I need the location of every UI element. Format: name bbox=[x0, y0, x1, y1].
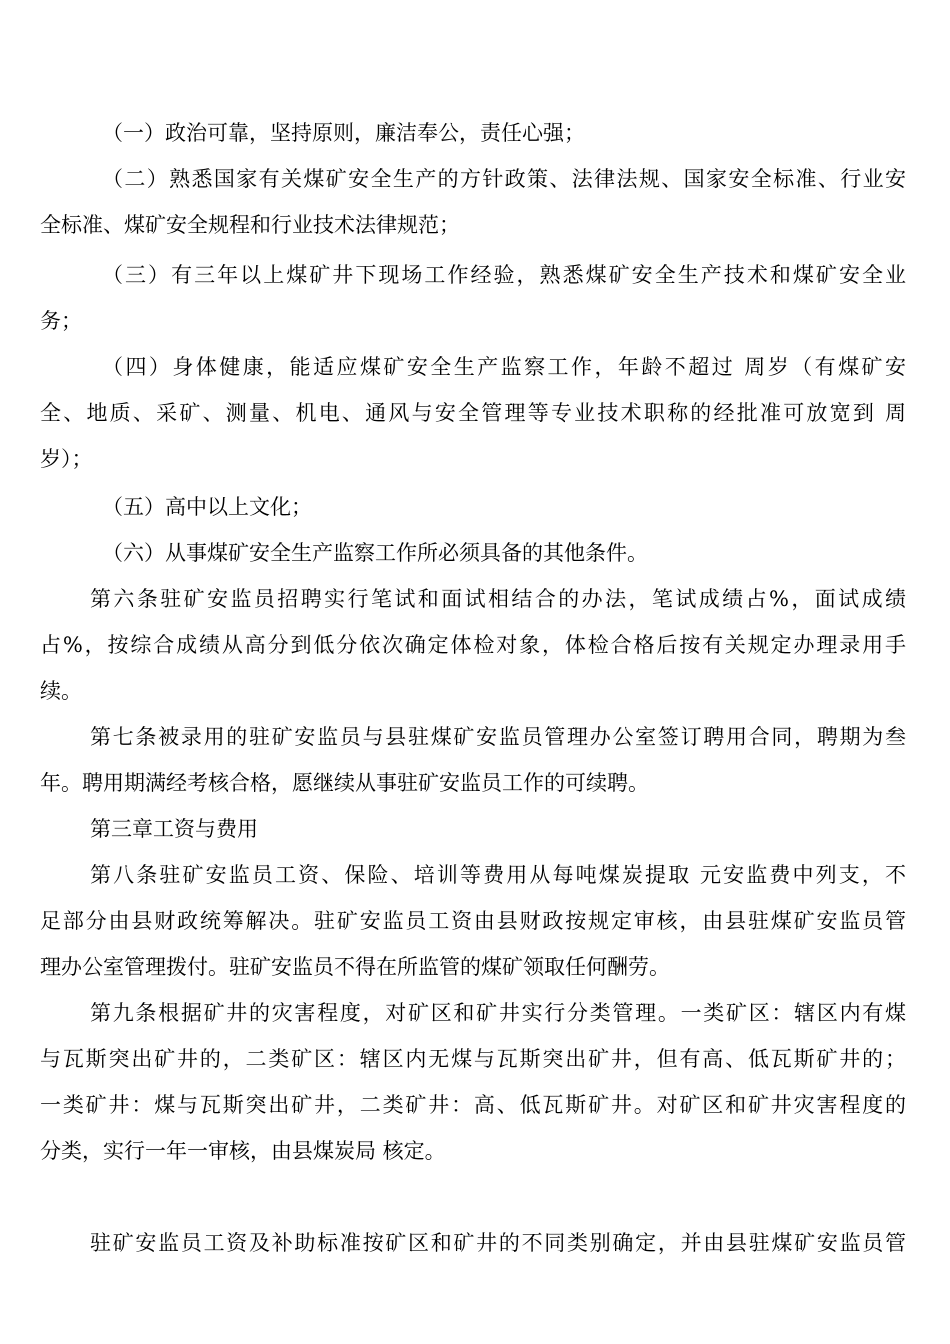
text-line: 岁）； bbox=[40, 447, 93, 471]
chapter-3-heading bbox=[40, 806, 906, 852]
text-line: 占%，按综合成绩从高分到低分依次确定体检对象，体检合格后按有关规定办理录用手 bbox=[40, 633, 906, 657]
text-line: 全、地质、采矿、测量、机电、通风与安全管理等专业技术职称的经批准可放宽到 周 bbox=[40, 401, 906, 425]
text-line: （四）身体健康，能适应煤矿安全生产监察工作，年龄不超过 周岁（有煤矿安 bbox=[102, 355, 906, 379]
condition-2-paragraph bbox=[40, 156, 906, 248]
text-line: 第九条根据矿井的灾害程度，对矿区和矿井实行分类管理。一类矿区：辖区内有煤 bbox=[90, 1001, 906, 1025]
text-line: 驻矿安监员工资及补助标准按矿区和矿井的不同类别确定，并由县驻煤矿安监员管 bbox=[90, 1231, 906, 1255]
condition-6-paragraph bbox=[40, 530, 906, 576]
text-line: 年。聘用期满经考核合格，愿继续从事驻矿安监员工作的可续聘。 bbox=[40, 771, 649, 795]
text-line: 理办公室管理拨付。驻矿安监员不得在所监管的煤矿领取任何酬劳。 bbox=[40, 955, 670, 979]
condition-3-paragraph bbox=[40, 252, 906, 344]
text-line: 务； bbox=[40, 309, 82, 333]
condition-4-paragraph bbox=[40, 344, 906, 482]
condition-1-paragraph bbox=[40, 110, 906, 156]
article-8-paragraph bbox=[40, 852, 906, 990]
text-line: 第六条驻矿安监员招聘实行笔试和面试相结合的办法，笔试成绩占%，面试成绩 bbox=[90, 587, 906, 611]
text-line: 足部分由县财政统筹解决。驻矿安监员工资由县财政按规定审核，由县驻煤矿安监员管 bbox=[40, 909, 906, 933]
text-line: 分类，实行一年一审核，由县煤炭局 核定。 bbox=[40, 1139, 446, 1163]
text-line: （五）高中以上文化； bbox=[102, 495, 312, 519]
text-line: （三）有三年以上煤矿井下现场工作经验，熟悉煤矿安全生产技术和煤矿安全业 bbox=[102, 263, 906, 287]
text-line: 一类矿井：煤与瓦斯突出矿井，二类矿井：高、低瓦斯矿井。对矿区和矿井灾害程度的 bbox=[40, 1093, 906, 1117]
condition-5-paragraph bbox=[40, 484, 906, 530]
text-line: （六）从事煤矿安全生产监察工作所必须具备的其他条件。 bbox=[102, 541, 648, 565]
text-line: （一）政治可靠，坚持原则，廉洁奉公，责任心强； bbox=[102, 121, 585, 145]
salary-standard-paragraph bbox=[40, 1220, 906, 1266]
article-6-paragraph bbox=[40, 576, 906, 714]
text-line: （二）熟悉国家有关煤矿安全生产的方针政策、法律法规、国家安全标准、行业安 bbox=[102, 167, 906, 191]
text-line: 第七条被录用的驻矿安监员与县驻煤矿安监员管理办公室签订聘用合同，聘期为叁 bbox=[90, 725, 906, 749]
text-line: 续。 bbox=[40, 679, 82, 703]
text-line: 全标准、煤矿安全规程和行业技术法律规范； bbox=[40, 213, 460, 237]
text-line: 第八条驻矿安监员工资、保险、培训等费用从每吨煤炭提取 元安监费中列支，不 bbox=[90, 863, 906, 887]
text-line: 与瓦斯突出矿井的，二类矿区：辖区内无煤与瓦斯突出矿井，但有高、低瓦斯矿井的； bbox=[40, 1047, 906, 1071]
text-line: 第三章工资与费用 bbox=[90, 817, 258, 841]
article-7-paragraph bbox=[40, 714, 906, 806]
article-9-paragraph bbox=[40, 990, 906, 1174]
